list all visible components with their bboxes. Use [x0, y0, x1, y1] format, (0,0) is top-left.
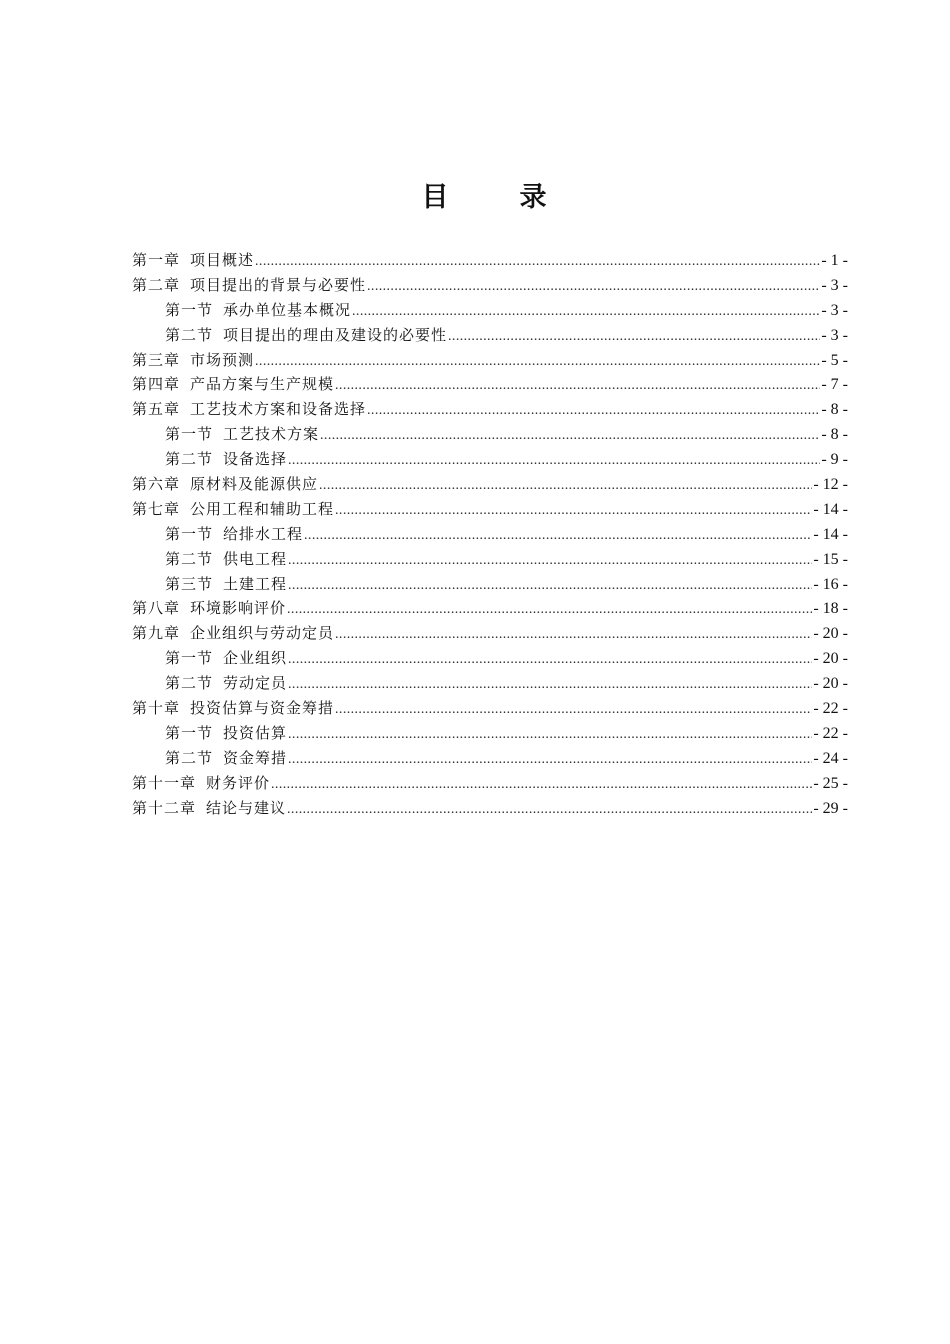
toc-page-number: - 15 -	[813, 550, 848, 568]
toc-entry-text: 工艺技术方案	[223, 425, 320, 444]
toc-page-number: - 1 -	[821, 252, 848, 269]
toc-page-number: - 20 -	[813, 650, 848, 668]
toc-section-entry[interactable]	[132, 522, 848, 547]
toc-page-number: - 16 -	[813, 575, 848, 593]
toc-page-number: - 25 -	[813, 774, 848, 792]
toc-entry-text: 设备选择	[223, 450, 288, 469]
dot-leader	[288, 723, 812, 748]
toc-entry-label	[132, 696, 334, 721]
toc-page-number: - 24 -	[813, 749, 848, 767]
toc-entry-text: 资金筹措	[223, 748, 288, 767]
toc-entry-label	[165, 547, 287, 572]
toc-chapter-entry[interactable]	[132, 497, 848, 522]
toc-entry-label	[132, 273, 366, 298]
toc-entry-number: 第三节	[165, 574, 214, 593]
toc-entry-text: 项目提出的理由及建设的必要性	[223, 325, 448, 344]
toc-entry-label	[165, 646, 287, 671]
toc-entry-number: 第二章	[132, 275, 181, 294]
toc-entry-label	[132, 397, 366, 422]
toc-chapter-entry[interactable]	[132, 796, 848, 821]
toc-section-entry[interactable]	[132, 422, 848, 447]
toc-page-number: - 22 -	[813, 724, 848, 742]
toc-entry-label	[165, 721, 287, 746]
toc-chapter-entry[interactable]	[132, 771, 848, 796]
dot-leader	[288, 549, 812, 574]
toc-entry-label	[132, 248, 254, 273]
dot-leader	[448, 325, 820, 350]
dot-leader	[287, 798, 812, 823]
toc-entry-number: 第二节	[165, 450, 214, 469]
toc-entry-label	[165, 447, 287, 472]
toc-entry-text: 承办单位基本概况	[223, 300, 352, 319]
dot-leader	[288, 648, 812, 673]
toc-page-number: - 3 -	[821, 276, 848, 294]
dot-leader	[255, 250, 820, 275]
toc-section-entry[interactable]	[132, 646, 848, 671]
toc-entry-text: 企业组织与劳动定员	[190, 624, 335, 643]
toc-section-entry[interactable]	[132, 447, 848, 472]
dot-leader	[367, 399, 820, 424]
toc-entry-number: 第九章	[132, 624, 181, 643]
toc-entry-text: 供电工程	[223, 549, 288, 568]
toc-entry-label	[132, 372, 334, 397]
dot-leader	[335, 499, 812, 524]
toc-section-entry[interactable]	[132, 671, 848, 696]
toc-entry-text: 企业组织	[223, 649, 288, 668]
toc-entry-text: 工艺技术方案和设备选择	[190, 400, 367, 419]
toc-entry-label	[132, 796, 286, 821]
toc-entry-text: 市场预测	[190, 350, 255, 369]
toc-entry-text: 劳动定员	[223, 674, 288, 693]
toc-entry-text: 投资估算与资金筹措	[190, 699, 335, 718]
toc-entry-label	[165, 572, 287, 597]
toc-entry-number: 第十章	[132, 699, 181, 718]
toc-entry-number: 第一节	[165, 425, 214, 444]
dot-leader	[320, 424, 820, 449]
toc-entry-number: 第三章	[132, 350, 181, 369]
toc-entry-number: 第二节	[165, 549, 214, 568]
toc-entry-label	[165, 522, 303, 547]
toc-entry-number: 第二节	[165, 674, 214, 693]
toc-page-number: - 14 -	[813, 525, 848, 543]
toc-page-number: - 8 -	[821, 426, 848, 444]
toc-entry-label	[165, 746, 287, 771]
toc-page-number: - 22 -	[813, 700, 848, 718]
toc-entry-text: 给排水工程	[223, 524, 304, 543]
toc-section-entry[interactable]	[132, 547, 848, 572]
toc-entry-number: 第一节	[165, 300, 214, 319]
toc-entry-text: 产品方案与生产规模	[190, 375, 335, 394]
toc-entry-text: 原材料及能源供应	[190, 475, 319, 494]
toc-entry-number: 第四章	[132, 375, 181, 394]
toc-entry-text: 土建工程	[223, 574, 288, 593]
toc-entry-label	[132, 596, 286, 621]
toc-entry-number: 第二节	[165, 325, 214, 344]
toc-entry-text: 项目提出的背景与必要性	[190, 275, 367, 294]
toc-entry-label	[132, 621, 334, 646]
toc-section-entry[interactable]	[132, 746, 848, 771]
toc-page-number: - 14 -	[813, 500, 848, 518]
dot-leader	[304, 524, 812, 549]
toc-section-entry[interactable]	[132, 298, 848, 323]
toc-entry-number: 第六章	[132, 475, 181, 494]
dot-leader	[255, 350, 820, 375]
toc-page-number: - 18 -	[813, 600, 848, 618]
toc-page-number: - 8 -	[821, 401, 848, 419]
toc-entry-number: 第十二章	[132, 798, 197, 817]
dot-leader	[367, 275, 820, 300]
toc-entry-label	[165, 422, 319, 447]
toc-page-number: - 20 -	[813, 625, 848, 643]
toc-page-number: - 29 -	[813, 799, 848, 817]
toc-chapter-entry[interactable]	[132, 372, 848, 397]
dot-leader	[319, 474, 812, 499]
toc-page-number: - 3 -	[821, 301, 848, 319]
toc-entry-label	[165, 671, 287, 696]
toc-chapter-entry[interactable]	[132, 596, 848, 621]
dot-leader	[271, 773, 812, 798]
toc-entry-text: 财务评价	[206, 773, 271, 792]
toc-entry-number: 第二节	[165, 748, 214, 767]
dot-leader	[288, 449, 820, 474]
toc-page-number: - 20 -	[813, 675, 848, 693]
toc-page-number: - 9 -	[821, 451, 848, 469]
dot-leader	[352, 300, 820, 325]
toc-entry-number: 第五章	[132, 400, 181, 419]
toc-entry-text: 结论与建议	[206, 798, 287, 817]
toc-chapter-entry[interactable]	[132, 472, 848, 497]
toc-entry-number: 第一节	[165, 723, 214, 742]
toc-entry-number: 第八章	[132, 599, 181, 618]
toc-entry-number: 第十一章	[132, 773, 197, 792]
toc-entry-label	[132, 497, 334, 522]
toc-entry-number: 第七章	[132, 499, 181, 518]
toc-page-number: - 12 -	[813, 476, 848, 494]
toc-entry-text: 环境影响评价	[190, 599, 287, 618]
dot-leader	[335, 698, 812, 723]
toc-section-entry[interactable]	[132, 323, 848, 348]
toc-entry-number: 第一章	[132, 251, 181, 269]
toc-chapter-entry[interactable]	[132, 696, 848, 721]
toc-entry-text: 项目概述	[190, 251, 255, 269]
toc-entry-label	[132, 472, 318, 497]
dot-leader	[288, 748, 812, 773]
toc-chapter-entry[interactable]	[132, 248, 848, 273]
toc-section-entry[interactable]	[132, 572, 848, 597]
dot-leader	[288, 574, 812, 599]
toc-entry-label	[132, 771, 270, 796]
toc-entry-text: 公用工程和辅助工程	[190, 499, 335, 518]
toc-chapter-entry[interactable]	[132, 273, 848, 298]
toc-chapter-entry[interactable]	[132, 621, 848, 646]
table-of-contents	[132, 248, 848, 820]
toc-entry-label	[165, 323, 447, 348]
dot-leader	[288, 673, 812, 698]
toc-chapter-entry[interactable]	[132, 397, 848, 422]
toc-section-entry[interactable]	[132, 721, 848, 746]
toc-page-number: - 3 -	[821, 326, 848, 344]
toc-entry-number: 第一节	[165, 524, 214, 543]
toc-entry-text: 投资估算	[223, 723, 288, 742]
dot-leader	[335, 623, 812, 648]
toc-title: 目 录	[421, 182, 569, 213]
toc-page-number: - 7 -	[821, 376, 848, 394]
toc-entry-number: 第一节	[165, 649, 214, 668]
toc-page-number: - 5 -	[821, 351, 848, 369]
dot-leader	[335, 374, 820, 399]
toc-entry-label	[165, 298, 351, 323]
toc-entry-label	[132, 348, 254, 373]
toc-chapter-entry[interactable]	[132, 348, 848, 373]
dot-leader	[287, 598, 812, 623]
